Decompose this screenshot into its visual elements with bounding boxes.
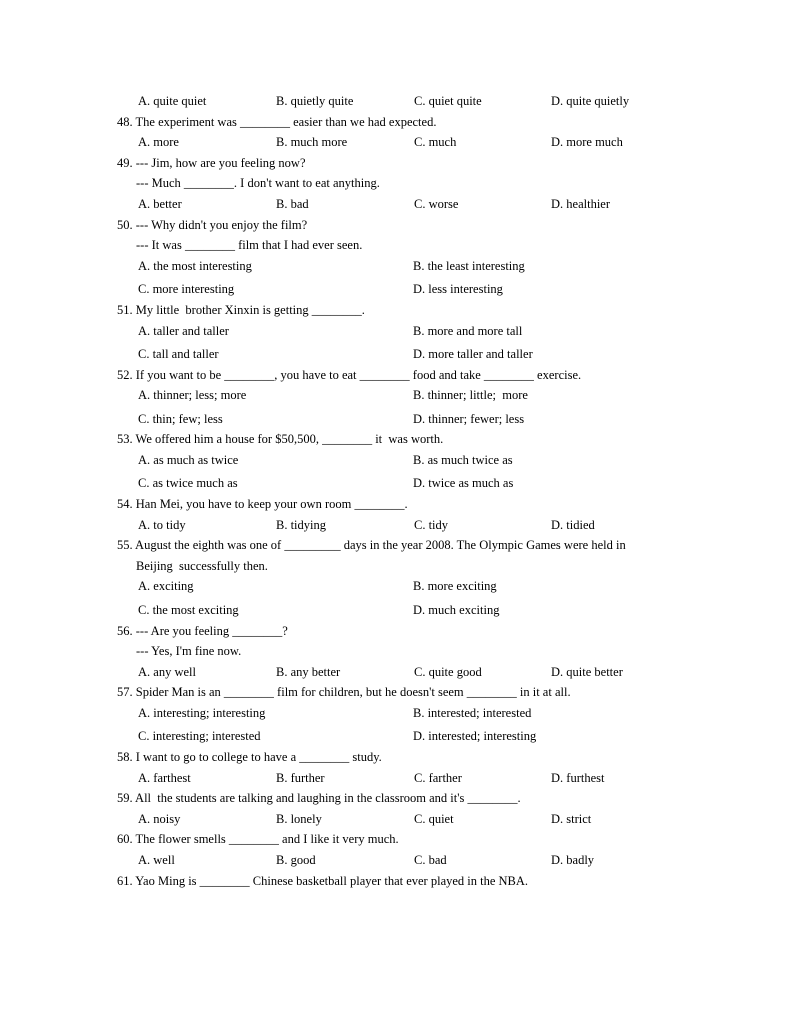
question-text: 56. --- Are you feeling ________?	[117, 623, 288, 638]
answer-options	[0, 473, 794, 493]
answer-option: B. the least interesting	[413, 258, 525, 273]
question-line	[0, 112, 794, 132]
question-text: 55. August the eighth was one of _________ days in the year 2008. The Olympic Games were held in	[117, 538, 626, 553]
answer-options	[0, 450, 794, 470]
answer-option: D. interested; interesting	[413, 729, 537, 744]
question-text: 52. If you want to be ________, you have to eat ________ food and take ________ exercise.	[117, 367, 582, 382]
answer-option: C. quite good	[414, 664, 482, 679]
answer-option: A. farthest	[138, 770, 191, 785]
answer-options	[0, 726, 794, 746]
answer-option: B. lonely	[276, 811, 322, 826]
question-line	[0, 747, 794, 767]
question-line	[0, 682, 794, 702]
question-line	[0, 365, 794, 385]
answer-option: D. twice as much as	[413, 476, 514, 491]
answer-option: A. interesting; interesting	[138, 705, 266, 720]
question-text: 48. The experiment was ________ easier than we had expected.	[117, 114, 437, 129]
question-text: 53. We offered him a house for $50,500, ________ it was worth.	[117, 432, 444, 447]
question-line	[0, 621, 794, 641]
answer-options	[0, 576, 794, 596]
question-continuation	[0, 173, 794, 193]
answer-option: D. healthier	[551, 197, 611, 211]
dialog-text: Beijing successfully then.	[136, 558, 268, 573]
answer-option: D. quite better	[551, 664, 623, 679]
question-text: 59. All the students are talking and laughing in the classroom and it's ________.	[117, 791, 521, 806]
question-text: 57. Spider Man is an ________ film for children, but he doesn't seem ________ in it at all.	[117, 685, 571, 700]
answer-options	[0, 321, 794, 341]
answer-option: C. quiet quite	[414, 94, 482, 108]
answer-option: C. thin; few; less	[138, 411, 223, 426]
question-text: 54. Han Mei, you have to keep your own room ________.	[117, 497, 408, 511]
answer-option: D. furthest	[551, 770, 605, 785]
answer-option: B. as much twice as	[413, 452, 513, 467]
answer-options	[0, 600, 794, 620]
question-line	[0, 153, 794, 173]
answer-option: A. more	[138, 135, 179, 150]
question-line	[0, 300, 794, 320]
answer-options	[0, 279, 794, 299]
answer-option: A. taller and taller	[138, 323, 229, 338]
answer-option: D. thinner; fewer; less	[413, 411, 525, 426]
question-line	[0, 215, 794, 235]
answer-option: B. good	[276, 853, 316, 867]
answer-option: A. the most interesting	[138, 258, 252, 273]
question-line	[0, 788, 794, 808]
question-text: 50. --- Why didn't you enjoy the film?	[117, 217, 308, 232]
answer-option: A. noisy	[138, 811, 181, 826]
answer-option: D. quite quietly	[551, 94, 630, 108]
answer-option: B. bad	[276, 197, 309, 211]
answer-options	[0, 385, 794, 405]
answer-option: C. tidy	[414, 517, 449, 532]
answer-option: B. thinner; little; more	[413, 388, 528, 403]
question-text: 60. The flower smells ________ and I like it very much.	[117, 832, 399, 847]
answer-option: C. as twice much as	[138, 476, 238, 491]
answer-option: C. much	[414, 135, 457, 150]
answer-option: A. thinner; less; more	[138, 388, 247, 403]
question-continuation	[0, 235, 794, 255]
answer-options	[0, 809, 794, 829]
question-line	[0, 429, 794, 449]
answer-option: D. more much	[551, 135, 623, 150]
question-line	[0, 829, 794, 849]
answer-option: C. worse	[414, 197, 459, 211]
answer-options	[0, 256, 794, 276]
answer-options	[0, 132, 794, 152]
answer-options	[0, 515, 794, 535]
answer-option: D. less interesting	[413, 282, 503, 297]
answer-options	[0, 91, 794, 111]
answer-option: C. more interesting	[138, 282, 235, 297]
dialog-text: --- Much ________. I don't want to eat anything.	[136, 176, 380, 191]
question-text: 58. I want to go to college to have a ________ study.	[117, 750, 382, 764]
question-text: 49. --- Jim, how are you feeling now?	[117, 155, 306, 170]
answer-option: D. strict	[551, 811, 592, 826]
answer-option: A. any well	[138, 664, 196, 679]
answer-option: C. tall and taller	[138, 347, 219, 361]
question-text: 61. Yao Ming is ________ Chinese basketball player that ever played in the NBA.	[117, 873, 529, 888]
answer-options	[0, 194, 794, 214]
answer-option: C. farther	[414, 770, 462, 785]
question-line	[0, 535, 794, 555]
answer-options	[0, 662, 794, 682]
answer-option: D. much exciting	[413, 602, 500, 617]
question-text: 51. My little brother Xinxin is getting ________.	[117, 302, 365, 317]
question-line	[0, 871, 794, 891]
answer-option: C. interesting; interested	[138, 729, 261, 744]
answer-option: A. better	[138, 197, 182, 211]
answer-option: C. the most exciting	[138, 602, 239, 617]
answer-options	[0, 768, 794, 788]
answer-option: A. as much as twice	[138, 452, 239, 467]
answer-options	[0, 409, 794, 429]
question-continuation	[0, 556, 794, 576]
answer-option: A. well	[138, 853, 175, 867]
answer-option: A. quite quiet	[138, 94, 207, 108]
dialog-text: --- Yes, I'm fine now.	[136, 644, 242, 659]
answer-option: B. much more	[276, 135, 348, 150]
answer-option: B. more exciting	[413, 579, 497, 594]
answer-options	[0, 344, 794, 364]
answer-option: C. bad	[414, 853, 447, 867]
answer-option: A. to tidy	[138, 517, 186, 532]
answer-option: B. tidying	[276, 517, 327, 532]
answer-options	[0, 703, 794, 723]
question-line	[0, 494, 794, 514]
answer-option: D. more taller and taller	[413, 347, 533, 361]
answer-option: B. any better	[276, 664, 341, 679]
answer-option: D. badly	[551, 853, 595, 867]
answer-option: D. tidied	[551, 517, 595, 532]
answer-options	[0, 850, 794, 870]
answer-option: B. quietly quite	[276, 94, 354, 108]
question-continuation	[0, 641, 794, 661]
answer-option: C. quiet	[414, 811, 454, 826]
answer-option: B. more and more tall	[413, 323, 523, 338]
dialog-text: --- It was ________ film that I had ever seen.	[136, 238, 363, 253]
answer-option: B. interested; interested	[413, 705, 532, 720]
answer-option: B. further	[276, 770, 325, 785]
answer-option: A. exciting	[138, 579, 194, 594]
